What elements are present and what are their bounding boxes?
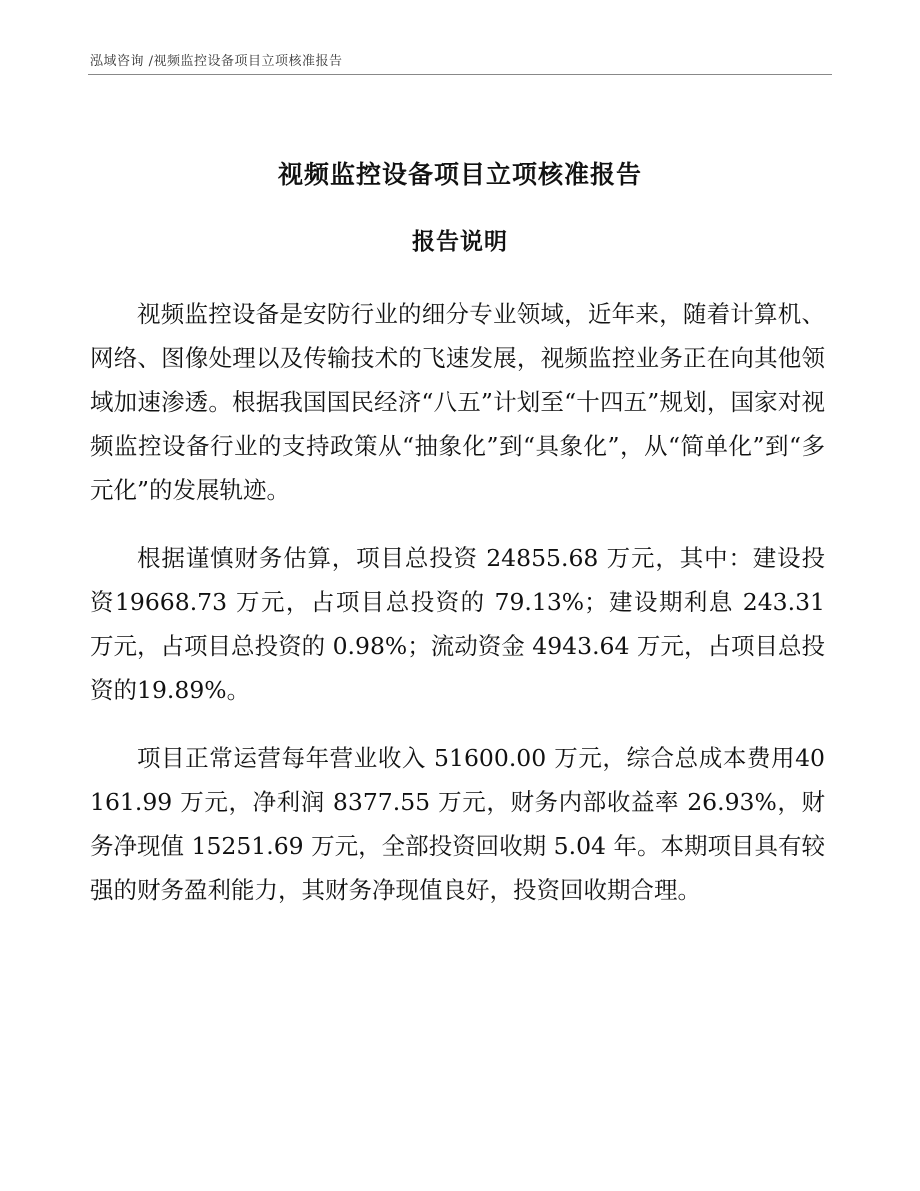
page-header-breadcrumb: 泓域咨询 /视频监控设备项目立项核准报告 [90,54,343,69]
report-body [90,292,825,936]
header-divider [88,74,832,75]
paragraph-investment-estimate: 根据谨慎财务估算，项目总投资 24855.68 万元，其中：建设投资19668.73 万元，占项目总投资的 79.13%；建设期利息 243.31 万元，占项目总投资的 0.98%；流动资金 4943.64 万元，占项目总投资的19.89%。 [90,544,825,704]
document-title: 视频监控设备项目立项核准报告 [277,160,642,189]
section-heading: 报告说明 [412,228,508,255]
paragraph-industry-overview: 视频监控设备是安防行业的细分专业领域，近年来，随着计算机、网络、图像处理以及传输技术的飞速发展，视频监控业务正在向其他领域加速渗透。根据我国国民经济“八五”计划至“十四五”规划，国家对视频监控设备行业的支持政策从“抽象化”到“具象化”，从“简单化”到“多元化”的发展轨迹。 [90,300,825,504]
paragraph-financial-returns: 项目正常运营每年营业收入 51600.00 万元，综合总成本费用40161.99 万元，净利润 8377.55 万元，财务内部收益率 26.93%，财务净现值 15251.69 万元，全部投资回收期 5.04 年。本期项目具有较强的财务盈利能力，其财务净现值良好，投资回收期合理。 [90,744,825,904]
